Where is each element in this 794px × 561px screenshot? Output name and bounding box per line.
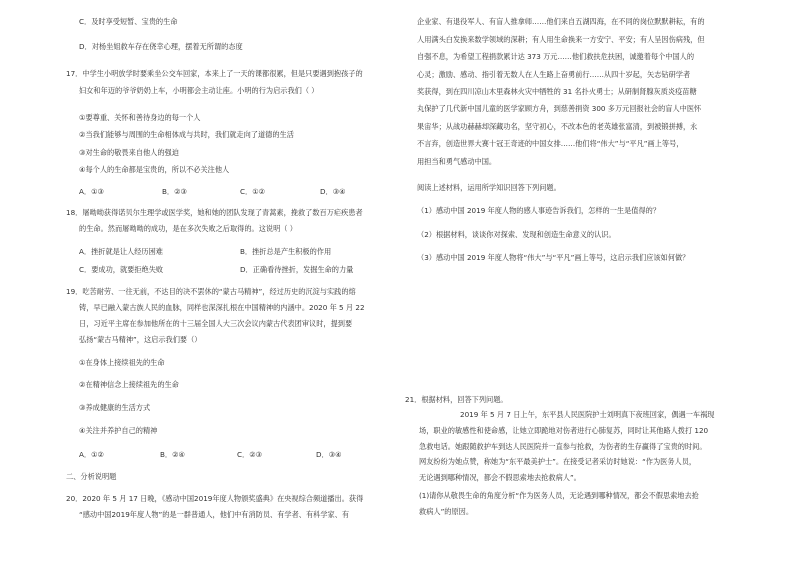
q20-sub-question-2: （2）根据材料，谈谈你对探索、发现和创造生命意义的认识。	[417, 230, 616, 239]
q20-material-line: 企业家、有退役军人、有盲人推拿师……他们来自五湖四海，在不同的岗位默默耕耘，有的	[417, 17, 705, 26]
q21-material-line: 无论遇到哪种情况，都会不假思索地去抢救病人”。	[419, 473, 581, 482]
section-heading: 二、分析说明题	[66, 472, 117, 481]
q19-option-d: D．③④	[316, 450, 342, 459]
q20-sub-question-1: （1）感动中国 2019 年度人物的感人事迹告诉我们，怎样的一生是值得的？	[417, 206, 661, 215]
q16-option-d: D．对杨坐姐救车存在侥幸心理，摆着无所谓的态度	[79, 42, 243, 51]
q19-stem-line: 铸，早已融入蒙古族人民的血脉，同样也深深扎根在中国精神的内涵中。2020 年 5 月 22	[79, 303, 365, 312]
q20-prompt: 阅读上述材料，运用所学知识回答下列问题。	[417, 183, 561, 192]
q20-material-line: 自强不息，为希望工程捐款累计达 373 万元……他们救扶危扶困，诚邀着每个中国人的	[417, 52, 695, 61]
q17-stem-line: 妇女和年迈的爷爷奶奶上车，小明都会主动让座。小明的行为启示我们（ ）	[79, 86, 319, 95]
q20-material-line: 用担当和勇气感动中国。	[417, 157, 497, 166]
q19-item: ②在精神信念上接续祖先的生命	[79, 380, 179, 389]
q17-item: ①要尊重、关怀和善待身边的每一个人	[79, 113, 201, 122]
q19-item: ④关注并养护自己的精神	[79, 426, 158, 435]
q20-material-line: 果宙华；从战功赫赫却深藏功名，坚守初心，不改本色的老英雄张富清，到被锻拼搏，永	[417, 122, 698, 131]
q16-option-c: C．及时享受短暂、宝贵的生命	[79, 17, 178, 26]
q17-item: ④每个人的生命都是宝贵的，所以不必关注他人	[79, 165, 230, 174]
q20-material-line: 奖获得，到在四川凉山木里森林火灾中牺牲的 31 名扑火勇士；从研制肾腺灰质炎疫苗糖	[417, 87, 697, 96]
q19-item: ①在身体上接续祖先的生命	[79, 358, 165, 367]
q21-material-line: 网友纷纷为她点赞，称她为“东平最美护士”。在接受记者采访时她说：“作为医务人员，	[419, 457, 697, 466]
q18-option-d: D．正确看待挫折，发掘生命的力量	[240, 265, 354, 274]
q18-option-a: A．挫折就是让人经历困难	[79, 247, 163, 256]
q20-sub-question-3: （3）感动中国 2019 年度人物将“伟大”与“平凡”画上等号，这启示我们应该如何做？	[417, 253, 690, 262]
q17-stem-line: 17．中学生小明放学时要乘坐公交车回家，本来上了一天的课都很累，但是只要遇到抱孩子的	[66, 69, 363, 78]
q19-stem-line: 弘扬“蒙古马精神”，这启示我们要（）	[79, 335, 202, 344]
q20-material-line: 丸保护了几代新中国儿童的医学家顾方舟，到慈善捐资 300 多万元回报社会的盲人中医怀	[417, 104, 702, 113]
q17-item: ③对生命的敬畏来自他人的强迫	[79, 148, 179, 157]
q17-option-a: A．①③	[79, 187, 104, 196]
q20-material-line: 心灵；激励、感动、指引着无数人在人生路上奋勇前行……从四十岁起，矢志钻研学者	[417, 70, 691, 79]
q19-stem-line: 日，习近平主席在参加他所在的十三届全国人大三次会议内蒙古代表团审议时，提到要	[79, 319, 353, 328]
q20-material-line: 不言弃，创造世界大赛十冠王奇迹的中国女排……他们将“伟大”与“平凡”画上等号，	[417, 139, 684, 148]
q18-stem-line: 18．屠呦呦获得诺贝尔生理学或医学奖，她和她的团队发现了青蒿素，挽救了数百万疟疾患者	[66, 208, 363, 217]
q20-stem-line: 20．2020 年 5 月 17 日晚，《感动中国2019年度人物颁奖盛典》在央视综合频道播出。获得	[66, 494, 364, 503]
q18-option-b: B．挫折总是产生积极的作用	[240, 247, 332, 256]
q19-item: ③养成健康的生活方式	[79, 403, 151, 412]
q18-option-c: C．要成功，就要拒绝失败	[79, 265, 164, 274]
q17-option-c: C．①②	[240, 187, 266, 196]
q18-stem-line: 的生命。然而屠呦呦的成功，是在多次失败之后取得的。这说明（ ）	[79, 224, 297, 233]
q19-stem-line: 19．吃苦耐劳、一往无前，不达目的决不罢休的“蒙古马精神”，经过历史的沉淀与实践的熔	[66, 287, 356, 296]
q17-item: ②当我们能够与周围的生命相体成与共时，我们就走向了道德的生活	[79, 130, 294, 139]
q21-material-line: 场，职业的敏感性和使命感，让她立即跪地对伤者进行心肺复苏，同时让其他路人拨打 120	[419, 426, 709, 435]
q19-option-a: A．①②	[79, 450, 104, 459]
q21-sub-question-line: 救病人”的原因。	[419, 507, 474, 516]
q20-material-line: 人用满头白发换来数学领域的深耕；有人用生命换来一方安宁、平安；有人呈因伤病残，但	[417, 35, 705, 44]
q17-option-d: D．③④	[320, 187, 346, 196]
q21-material-line: 急救电话。她跟随救护车到达人民医院并一直参与抢救，为伤者的生存赢得了宝贵的时间。	[419, 442, 707, 451]
q19-option-b: B．②④	[160, 450, 186, 459]
q20-stem-line: “感动中国2019年度人物”的是一群普通人，他们中有消防员、有学者、有科学家、有	[79, 510, 350, 519]
q17-option-b: B．②③	[162, 187, 188, 196]
q21-material-line: 2019 年 5 月 7 日上午，东平县人民医院护士刘明真下夜班回家，偶遇一车祸现	[460, 410, 715, 419]
q21-sub-question-line: (1)请你从敬畏生命的角度分析“作为医务人员，无论遇到哪种情况，都会不假思索地去抢	[419, 491, 699, 500]
q21-heading: 21．根据材料，回答下列问题。	[405, 395, 508, 404]
q19-option-c: C．②③	[237, 450, 263, 459]
